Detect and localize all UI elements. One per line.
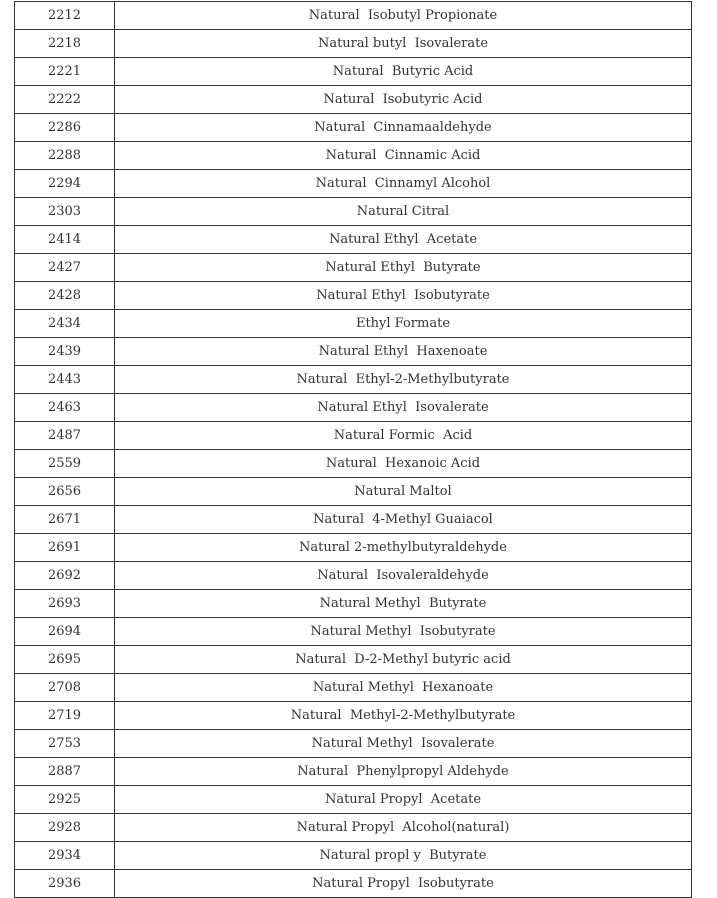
table-row <box>15 86 692 114</box>
fema-number-cell: 2427 <box>15 254 115 282</box>
table-row <box>15 254 692 282</box>
table-row <box>15 590 692 618</box>
table-row <box>15 114 692 142</box>
flavor-name-cell: Natural Maltol <box>115 478 692 506</box>
fema-number-cell: 2887 <box>15 758 115 786</box>
table-row <box>15 450 692 478</box>
fema-number-cell: 2719 <box>15 702 115 730</box>
flavor-name-cell: Natural butyl Isovalerate <box>115 30 692 58</box>
fema-number-cell: 2671 <box>15 506 115 534</box>
flavor-name-cell: Natural Propyl Isobutyrate <box>115 870 692 898</box>
fema-number-cell: 2286 <box>15 114 115 142</box>
flavor-name-cell: Natural Ethyl Acetate <box>115 226 692 254</box>
fema-number-cell: 2212 <box>15 2 115 30</box>
flavor-name-cell: Natural Formic Acid <box>115 422 692 450</box>
fema-number-cell: 2303 <box>15 198 115 226</box>
flavor-name-cell: Natural Ethyl Isovalerate <box>115 394 692 422</box>
fema-number-cell: 2708 <box>15 674 115 702</box>
table-row <box>15 702 692 730</box>
table-row <box>15 366 692 394</box>
fema-number-cell: 2934 <box>15 842 115 870</box>
flavor-name-cell: Natural 2-methylbutyraldehyde <box>115 534 692 562</box>
flavor-name-cell: Natural Methyl-2-Methylbutyrate <box>115 702 692 730</box>
flavor-name-cell: Natural Methyl Butyrate <box>115 590 692 618</box>
fema-number-cell: 2288 <box>15 142 115 170</box>
table-row <box>15 394 692 422</box>
fema-number-cell: 2443 <box>15 366 115 394</box>
table-row <box>15 730 692 758</box>
flavor-name-cell: Natural propl y Butyrate <box>115 842 692 870</box>
flavor-name-cell: Natural Cinnamyl Alcohol <box>115 170 692 198</box>
table-row <box>15 282 692 310</box>
flavor-name-cell: Natural Ethyl Haxenoate <box>115 338 692 366</box>
table-row <box>15 534 692 562</box>
table-row <box>15 562 692 590</box>
flavor-name-cell: Natural Ethyl-2-Methylbutyrate <box>115 366 692 394</box>
table-row <box>15 310 692 338</box>
flavor-name-cell: Natural Butyric Acid <box>115 58 692 86</box>
fema-number-cell: 2928 <box>15 814 115 842</box>
table-row <box>15 870 692 898</box>
flavor-name-cell: Ethyl Formate <box>115 310 692 338</box>
fema-number-cell: 2222 <box>15 86 115 114</box>
flavor-name-cell: Natural Methyl Isobutyrate <box>115 618 692 646</box>
fema-number-cell: 2693 <box>15 590 115 618</box>
table-row <box>15 30 692 58</box>
flavor-name-cell: Natural Cinnamic Acid <box>115 142 692 170</box>
fema-number-cell: 2434 <box>15 310 115 338</box>
flavor-name-cell: Natural Propyl Alcohol(natural) <box>115 814 692 842</box>
flavor-name-cell: Natural Methyl Hexanoate <box>115 674 692 702</box>
table-row <box>15 814 692 842</box>
fema-number-cell: 2221 <box>15 58 115 86</box>
fema-number-cell: 2414 <box>15 226 115 254</box>
flavor-name-cell: Natural Isobutyric Acid <box>115 86 692 114</box>
flavor-name-cell: Natural 4-Methyl Guaiacol <box>115 506 692 534</box>
fema-number-cell: 2559 <box>15 450 115 478</box>
flavor-table <box>14 1 692 898</box>
fema-number-cell: 2428 <box>15 282 115 310</box>
flavor-name-cell: Natural Isovaleraldehyde <box>115 562 692 590</box>
table-row <box>15 842 692 870</box>
fema-number-cell: 2463 <box>15 394 115 422</box>
table-row <box>15 758 692 786</box>
table-row <box>15 422 692 450</box>
fema-number-cell: 2936 <box>15 870 115 898</box>
flavor-name-cell: Natural D-2-Methyl butyric acid <box>115 646 692 674</box>
flavor-name-cell: Natural Hexanoic Acid <box>115 450 692 478</box>
table-row <box>15 170 692 198</box>
flavor-table-container <box>14 1 692 898</box>
table-row <box>15 618 692 646</box>
table-row <box>15 506 692 534</box>
table-row <box>15 58 692 86</box>
table-row <box>15 2 692 30</box>
table-row <box>15 338 692 366</box>
table-row <box>15 478 692 506</box>
flavor-name-cell: Natural Citral <box>115 198 692 226</box>
fema-number-cell: 2694 <box>15 618 115 646</box>
flavor-name-cell: Natural Methyl Isovalerate <box>115 730 692 758</box>
flavor-name-cell: Natural Ethyl Isobutyrate <box>115 282 692 310</box>
fema-number-cell: 2294 <box>15 170 115 198</box>
fema-number-cell: 2925 <box>15 786 115 814</box>
table-row <box>15 786 692 814</box>
flavor-name-cell: Natural Ethyl Butyrate <box>115 254 692 282</box>
fema-number-cell: 2692 <box>15 562 115 590</box>
fema-number-cell: 2218 <box>15 30 115 58</box>
flavor-name-cell: Natural Phenylpropyl Aldehyde <box>115 758 692 786</box>
table-row <box>15 646 692 674</box>
flavor-name-cell: Natural Propyl Acetate <box>115 786 692 814</box>
fema-number-cell: 2695 <box>15 646 115 674</box>
fema-number-cell: 2656 <box>15 478 115 506</box>
table-row <box>15 226 692 254</box>
fema-number-cell: 2487 <box>15 422 115 450</box>
flavor-name-cell: Natural Cinnamaaldehyde <box>115 114 692 142</box>
fema-number-cell: 2439 <box>15 338 115 366</box>
flavor-table-body <box>15 2 692 898</box>
table-row <box>15 674 692 702</box>
fema-number-cell: 2691 <box>15 534 115 562</box>
flavor-name-cell: Natural Isobutyl Propionate <box>115 2 692 30</box>
table-row <box>15 142 692 170</box>
table-row <box>15 198 692 226</box>
fema-number-cell: 2753 <box>15 730 115 758</box>
